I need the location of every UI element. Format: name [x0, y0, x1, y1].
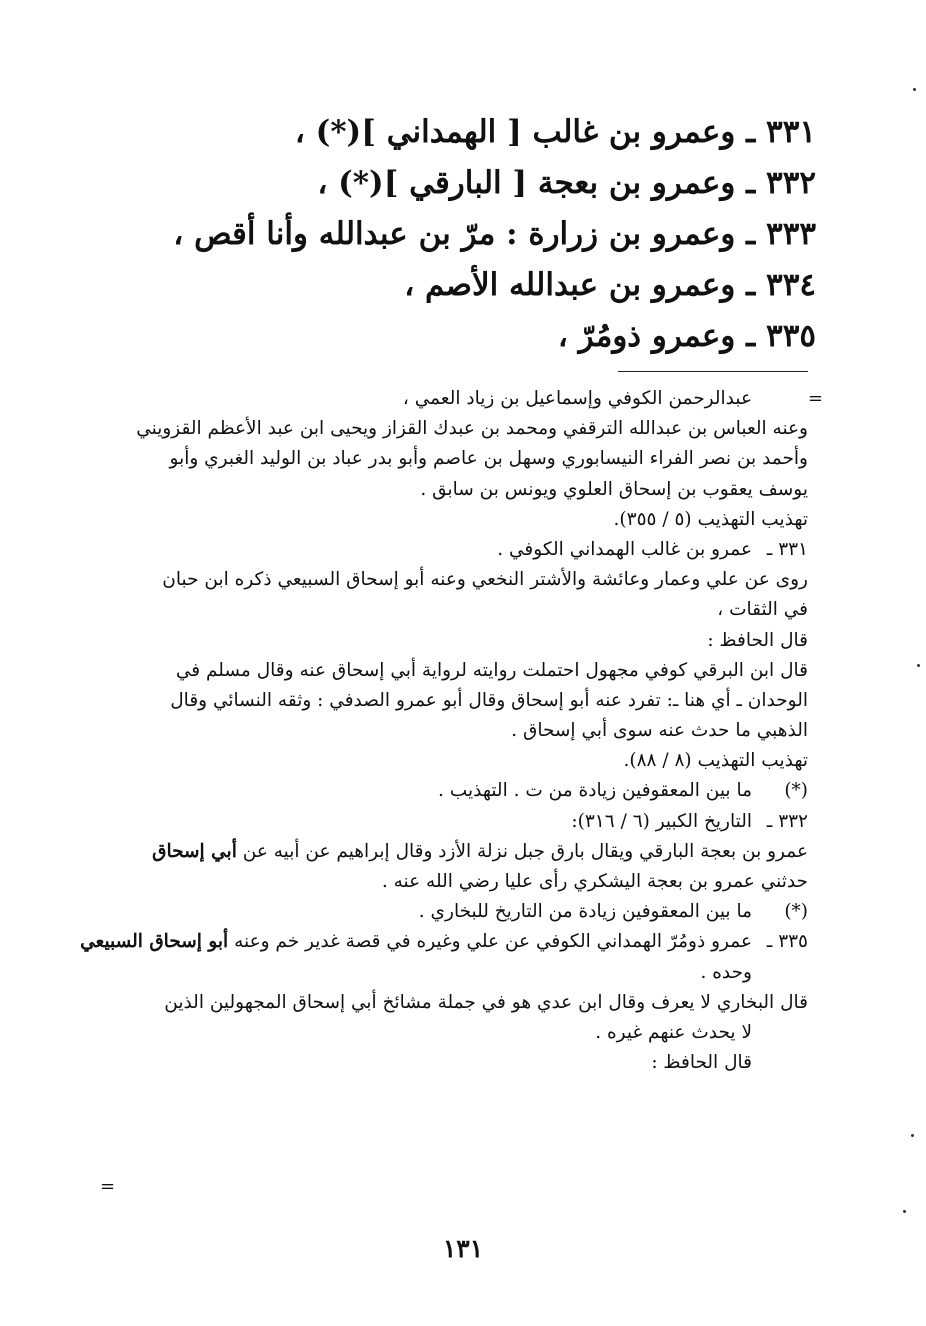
entry-text: وعمرو بن زرارة : مرّ بن عبدالله وأنا أقص ، [173, 216, 736, 252]
note-number: ٣٣٥ ـ [766, 931, 808, 953]
entry-335 [176, 312, 816, 360]
entry-number: ٣٣٢ ـ [746, 165, 816, 201]
entry-text: وعمرو ذومُرّ ، [557, 318, 736, 354]
scan-speck [913, 88, 916, 91]
note-line: قال البخاري لا يعرف وقال ابن عدي هو في جملة مشائخ أبي إسحاق المجهولين الذين [164, 991, 808, 1013]
note-line: في الثقات ، [717, 599, 808, 621]
scan-speck [917, 664, 920, 667]
note-number: ٣٣١ ـ [766, 538, 808, 560]
note-line: وأحمد بن نصر الفراء النيسابوري وسهل بن عاصم وأبو بدر عباد بن الوليد الغبري وأبو [169, 448, 808, 470]
note-line: الوحدان ـ أي هنا ـ: تفرد عنه أبو إسحاق وقال أبو عمرو الصدفي : وثقه النسائي وقال [170, 689, 808, 711]
entry-text: وعمرو بن عبدالله الأصم ، [404, 267, 736, 303]
note-number: ٣٣٢ ـ [766, 810, 808, 832]
note-line: قال الحافظ : [651, 1052, 752, 1074]
entry-333 [173, 210, 816, 258]
note-line: حدثني عمرو بن بعجة اليشكري رأى عليا رضي الله عنه . [381, 871, 808, 892]
page-number: ١٣١ [442, 1234, 484, 1263]
entry-331 [176, 108, 816, 156]
note-line: عمرو بن بعجة البارقي ويقال بارق جبل نزلة الأزد وقال إبراهيم عن أبيه عن أبي إسحاق [152, 840, 808, 862]
entry-number: ٣٣٥ ـ [746, 318, 816, 354]
note-line: تهذيب التهذيب (٨ / ٨٨). [623, 750, 808, 772]
entry-number: ٣٣١ ـ [746, 114, 816, 150]
note-line: الذهبي ما حدث عنه سوى أبي إسحاق . [511, 720, 808, 742]
note-line: (*) ما بين المعقوفين زيادة من ت . التهذيب . [108, 776, 808, 806]
footnotes [80, 384, 808, 1078]
entry-number: ٣٣٣ ـ [746, 216, 816, 252]
note-marker: (*) [784, 780, 808, 802]
note-line: ٣٣٥ ـ عمرو ذومُرّ الهمداني الكوفي عن علي وغيره في قصة غدير خم وعنه أبو إسحاق السبيعي [108, 927, 808, 957]
entry-334 [176, 261, 816, 309]
note-line: قال ابن البرقي كوفي مجهول احتملت روايته لرواية أبي إسحاق عنه وقال مسلم في [175, 659, 808, 681]
note-line: قال الحافظ : [707, 629, 808, 651]
note-line: (*) ما بين المعقوفين زيادة من التاريخ للبخاري . [108, 897, 808, 927]
end-continuation-marker: = [100, 1176, 116, 1197]
main-entry-list [173, 108, 816, 363]
entry-text: وعمرو بن غالب [ الهمداني ](*) ، [294, 114, 736, 150]
note-line: يوسف يعقوب بن إسحاق العلوي ويونس بن سابق . [420, 478, 808, 500]
entry-332 [176, 159, 816, 207]
note-line: عبدالرحمن الكوفي وإسماعيل بن زياد العمي ، [402, 388, 752, 409]
scan-speck [911, 1134, 914, 1137]
note-line: ٣٣١ ـ عمرو بن غالب الهمداني الكوفي . [108, 535, 808, 565]
note-line: ٣٣٢ ـ التاريخ الكبير (٦ / ٣١٦): [108, 807, 808, 837]
footnote-separator [618, 371, 808, 372]
note-marker: (*) [784, 901, 808, 923]
continuation-marker: = [807, 388, 823, 409]
note-line: روى عن علي وعمار وعائشة والأشتر النخعي وعنه أبو إسحاق السبيعي ذكره ابن حبان [162, 569, 808, 591]
note-line: وعنه العباس بن عبدالله الترقفي ومحمد بن عبدك القزاز ويحيى ابن عبد الأعظم القزويني [136, 418, 808, 440]
entry-text: وعمرو بن بعجة [ البارقي ](*) ، [317, 165, 736, 201]
note-line: وحده . [700, 961, 752, 983]
note-line: تهذيب التهذيب (٥ / ٣٥٥). [613, 508, 808, 530]
entry-number: ٣٣٤ ـ [746, 267, 816, 303]
note-line: لا يحدث عنهم غيره . [595, 1021, 752, 1043]
scan-speck [903, 1210, 906, 1213]
